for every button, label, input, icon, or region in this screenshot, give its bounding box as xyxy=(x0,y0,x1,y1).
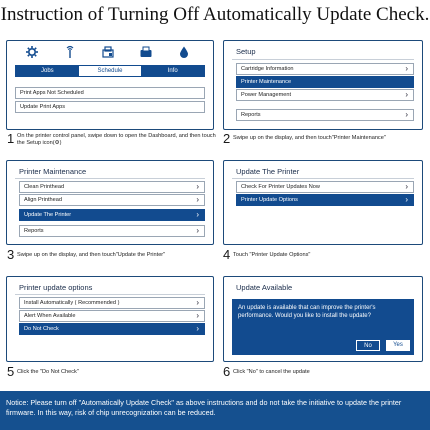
list-item-label: Update Print Apps xyxy=(20,104,66,110)
list-item-update-print-apps[interactable] xyxy=(15,101,205,113)
divider xyxy=(15,294,205,295)
chevron-right-icon: › xyxy=(405,195,408,204)
update-the-printer-panel xyxy=(223,160,423,245)
menu-item-label: Update The Printer xyxy=(24,212,72,218)
chevron-right-icon: › xyxy=(196,210,199,219)
list-item-label: Print Apps Not Scheduled xyxy=(20,90,84,96)
option-label: Install Automatically ( Recommended ) xyxy=(24,300,120,306)
divider xyxy=(232,178,414,179)
tab-jobs[interactable]: Jobs xyxy=(40,68,54,74)
option-label: Do Not Check xyxy=(24,326,59,332)
menu-item-check-for-printer-updates-now[interactable] xyxy=(236,181,414,193)
panel-title: Setup xyxy=(236,47,256,56)
chevron-right-icon: › xyxy=(405,64,408,73)
chevron-right-icon: › xyxy=(405,182,408,191)
step-instruction: On the printer control panel, swipe down to open the Dashboard, and then touch the Setup icon(⚙) xyxy=(17,133,216,146)
step-instruction: Swipe up on the display, and then touch"Printer Maintenance" xyxy=(233,135,386,141)
menu-item-label: Clean Printhead xyxy=(24,184,65,190)
menu-item-reports[interactable] xyxy=(19,225,205,237)
chevron-right-icon: › xyxy=(196,182,199,191)
panel-title: Update Available xyxy=(236,283,293,292)
yes-button[interactable]: Yes xyxy=(386,340,410,351)
tab-info[interactable]: Info xyxy=(167,68,178,74)
step-number: 6 xyxy=(223,364,231,379)
menu-item-label: Power Management xyxy=(241,92,292,98)
menu-item-label: Cartridge Information xyxy=(241,66,294,72)
settings-gear-icon[interactable] xyxy=(25,45,39,59)
step-number: 5 xyxy=(7,364,15,379)
menu-item-label: Printer Maintenance xyxy=(241,79,292,85)
step-instruction: Click "No" to cancel the update xyxy=(233,369,310,375)
menu-item-printer-update-options[interactable] xyxy=(236,194,414,206)
setup-panel xyxy=(223,40,423,130)
panel-title: Printer Maintenance xyxy=(19,167,87,176)
menu-item-align-printhead[interactable] xyxy=(19,194,205,206)
chevron-right-icon: › xyxy=(196,311,199,320)
menu-item-update-the-printer[interactable] xyxy=(19,209,205,221)
menu-item-label: Align Printhead xyxy=(24,197,62,203)
step-number: 3 xyxy=(7,247,15,262)
update-dialog xyxy=(232,299,414,355)
dashboard-icon-bar xyxy=(13,45,203,59)
dashboard-panel xyxy=(6,40,214,130)
menu-item-power-management[interactable] xyxy=(236,89,414,101)
divider xyxy=(15,178,205,179)
step-instruction: Click the "Do Not Check" xyxy=(17,369,79,375)
ink-drop-icon[interactable] xyxy=(177,45,191,59)
chevron-right-icon: › xyxy=(196,324,199,333)
step-instruction: Swipe up on the display, and then touch"Update the Printer" xyxy=(17,252,166,258)
option-do-not-check[interactable] xyxy=(19,323,205,335)
notice-banner: Notice: Please turn off "Automatically Update Check" as above instructions and do not take the initiative to update the printer firmware. In this way, risk of chip unrecognization can be reduced. xyxy=(0,391,430,430)
update-available-panel xyxy=(223,276,423,362)
menu-item-label: Printer Update Options xyxy=(241,197,298,203)
dialog-message: An update is available that can improve the printer's performance. Would you like to install the update? xyxy=(238,305,376,319)
chevron-right-icon: › xyxy=(405,90,408,99)
divider xyxy=(232,59,414,60)
printer-maintenance-panel xyxy=(6,160,214,245)
menu-item-label: Check For Printer Updates Now xyxy=(241,184,320,190)
page-title: Instruction of Turning Off Automatically Update Check. xyxy=(0,4,430,25)
step-instruction: Touch "Printer Update Options" xyxy=(233,252,311,258)
panel-title: Printer update options xyxy=(19,283,93,292)
printer-update-options-panel xyxy=(6,276,214,362)
chevron-right-icon: › xyxy=(196,298,199,307)
step-number: 1 xyxy=(7,131,15,146)
option-label: Alert When Available xyxy=(24,313,76,319)
option-alert-when-available[interactable] xyxy=(19,310,205,322)
menu-item-clean-printhead[interactable] xyxy=(19,181,205,193)
chevron-right-icon: › xyxy=(405,110,408,119)
dashboard-tabs xyxy=(15,65,205,77)
list-item-print-apps-not-scheduled[interactable] xyxy=(15,87,205,99)
panel-title: Update The Printer xyxy=(236,167,300,176)
wireless-icon[interactable] xyxy=(63,45,77,59)
chevron-right-icon: › xyxy=(196,226,199,235)
menu-item-printer-maintenance[interactable] xyxy=(236,76,414,88)
option-install-automatically[interactable] xyxy=(19,297,205,309)
chevron-right-icon: › xyxy=(196,195,199,204)
menu-item-label: Reports xyxy=(241,112,261,118)
tab-schedule[interactable]: Schedule xyxy=(79,66,142,76)
fax-icon[interactable] xyxy=(139,45,153,59)
menu-item-cartridge-information[interactable] xyxy=(236,63,414,75)
menu-item-reports[interactable] xyxy=(236,109,414,121)
print-apps-icon[interactable] xyxy=(101,45,115,59)
step-number: 2 xyxy=(223,131,231,146)
no-button[interactable]: No xyxy=(356,340,380,351)
step-number: 4 xyxy=(223,247,231,262)
menu-item-label: Reports xyxy=(24,228,44,234)
